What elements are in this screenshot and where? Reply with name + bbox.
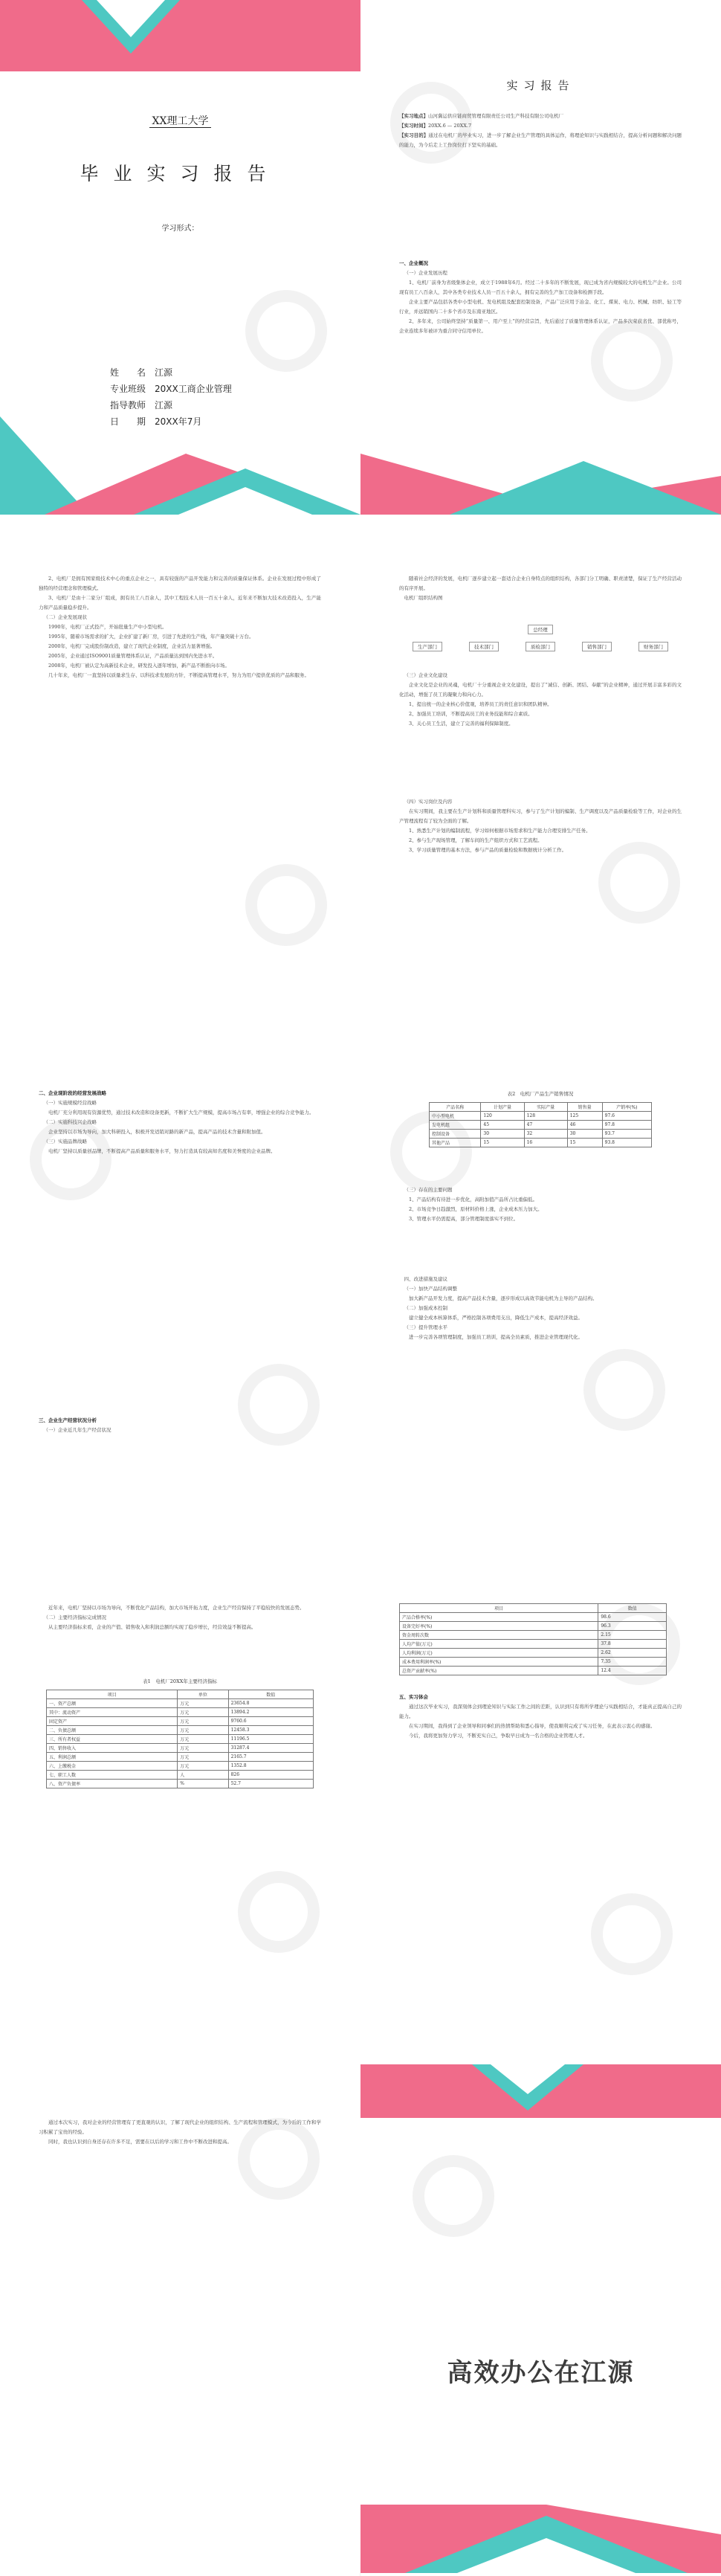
table-header-cell: 单位: [178, 1690, 228, 1699]
table-cell: 五、利润总额: [47, 1753, 178, 1762]
paragraph: 3、管理水平仍需提高，部分管理制度落实不到位。: [409, 1216, 519, 1222]
table-cell: 人均利润(万元): [400, 1649, 598, 1658]
subsection-title: （四）实习岗位及内容: [404, 799, 453, 805]
table-cell: 32: [524, 1130, 567, 1139]
paragraph: 通过这次毕业实习，我深刻体会到理论知识与实际工作之间的差距，认识到只有将所学理论与实践相结合，才能真正提高自己的能力。: [399, 1704, 682, 1719]
report-page-8: [0, 2058, 360, 2573]
table-row: [400, 1622, 667, 1631]
table-header-row: [47, 1690, 314, 1699]
meta-row: [399, 121, 682, 131]
table-cell: 9760.6: [228, 1717, 313, 1726]
paragraph: 1、熟悉生产计划的编制流程，学习如何根据市场需求和生产能力合理安排生产任务。: [409, 828, 591, 834]
table-cell: 资金周转次数: [400, 1631, 598, 1640]
info-key: 指导教师: [110, 400, 146, 410]
subsection-title: （一）企业近几年生产经营状况: [43, 1427, 111, 1433]
table-cell: 万元: [178, 1744, 228, 1753]
section-title: 三、企业生产经营状况分析: [39, 1417, 97, 1423]
paragraph: 2、加强员工培训，不断提高员工的业务技能和综合素质。: [409, 711, 533, 717]
report-page-3: [360, 515, 721, 1029]
table-header-cell: 数值: [598, 1604, 667, 1613]
meta-value: 山河冀运供应链商贸管理有限责任公司生产科技有限公司电机厂: [428, 113, 563, 119]
table-cell: 三、所有者权益: [47, 1735, 178, 1744]
paragraphs: [399, 1702, 682, 1741]
paragraph: 随着社会经济的发展，电机厂逐步建立起一套适合企业自身特点的组织结构，各部门分工明确、职责清楚，保证了生产经营活动的有序开展。: [399, 576, 682, 591]
table-cell: 93.8: [602, 1139, 651, 1147]
paragraph: 1、电机厂前身为省级集体企业，成立于1988年6月。经过二十多年的不断发展，现已成为省内规模较大的电机生产企业。公司现有员工八百余人，其中各类专业技术人员一百五十余人，拥有完善的生产加工设备和检测手段。: [399, 280, 682, 295]
meta-row: [399, 131, 682, 150]
table-cell: 826: [228, 1771, 313, 1780]
paragraph: 电机厂坚持以质量创品牌，不断提高产品质量和服务水平，努力打造具有较高知名度和美誉度的企业品牌。: [48, 1148, 276, 1154]
meta-label: 【实习目的】: [399, 132, 429, 138]
subsection-title: （二）实施科技兴企战略: [43, 1119, 97, 1125]
table-1: [46, 1690, 314, 1788]
section-5: [399, 1693, 682, 1741]
table-cell: 23654.8: [228, 1699, 313, 1708]
section-2: [39, 1089, 321, 1156]
section-3: [39, 1416, 321, 1435]
info-value: 20XX工商企业管理: [155, 384, 232, 394]
paragraphs: [39, 1603, 321, 1632]
table-header-cell: 产销率(%): [602, 1103, 651, 1112]
table-cell: 15: [481, 1139, 524, 1147]
report-page-6: [0, 1544, 360, 2058]
table-row: [47, 1780, 314, 1788]
subsection-title: （三）实施品牌战略: [43, 1139, 87, 1144]
paragraph: 企业主要产品包括各类中小型电机、发电机组及配套控制设备，产品广泛应用于冶金、化工、煤炭、电力、机械、纺织、轻工等行业，并远销国内二十多个省市及东南亚地区。: [399, 299, 682, 315]
table-cell: 总资产贡献率(%): [400, 1667, 598, 1675]
cover-title: 毕业实习报告: [80, 163, 281, 184]
table-row: [400, 1613, 667, 1622]
paragraph: 1、产品结构有待进一步优化，高附加值产品所占比重偏低。: [409, 1197, 538, 1202]
paragraph: 电机厂充分利用现有资源优势，通过技术改造和设备更新，不断扩大生产规模，提高市场占有率，增强企业的综合竞争能力。: [48, 1110, 314, 1115]
table-cell: 其中：流动资产: [47, 1708, 178, 1717]
table-cell: 2.62: [598, 1649, 667, 1658]
table-header-row: [400, 1604, 667, 1613]
report-page-4: [0, 1029, 360, 1544]
table-row: [430, 1139, 652, 1147]
org-nodes: [399, 642, 682, 651]
table-header-cell: 数值: [228, 1690, 313, 1699]
report-page-2: [0, 515, 360, 1029]
table-cell: 98.6: [598, 1613, 667, 1622]
subsection-title: （三）存在的主要问题: [404, 1187, 453, 1193]
subsection-title: （二）主要经济指标完成情况: [43, 1614, 106, 1620]
subsection-title: （一）实施规模经营战略: [43, 1100, 97, 1106]
back-decoration: [360, 2058, 721, 2573]
paragraph: 今后，我将更加努力学习，不断充实自己，争取早日成为一名合格的企业管理人才。: [409, 1733, 588, 1739]
table-row: [430, 1121, 652, 1130]
table-cell: 31287.4: [228, 1744, 313, 1753]
table-header-cell: 计划产量: [481, 1103, 524, 1112]
table-3: [399, 1603, 667, 1675]
cover-page: [0, 0, 360, 515]
info-value: 江源: [155, 400, 173, 410]
table-row: [400, 1667, 667, 1675]
table-cell: 125: [567, 1112, 602, 1121]
paragraph: 在实习期间，我得到了企业领导和同事们的热情帮助和悉心指导，使我顺利完成了实习任务，在此表示衷心的感谢。: [409, 1723, 656, 1729]
table-cell: 六、上缴税金: [47, 1762, 178, 1771]
top-pink-band: [0, 0, 360, 71]
table-cell: 万元: [178, 1753, 228, 1762]
table-cell: 设备完好率(%): [400, 1622, 598, 1631]
table-cell: 97.8: [602, 1121, 651, 1130]
table-cell: 万元: [178, 1717, 228, 1726]
table-header-cell: 实际产量: [524, 1103, 567, 1112]
meta-label: 【实习时间】: [399, 123, 428, 129]
table-cell: 11196.5: [228, 1735, 313, 1744]
paragraph: 2005年，企业通过ISO9001质量管理体系认证，产品质量达到国内先进水平。: [48, 653, 218, 659]
subsection-title: （一）企业发展历程: [404, 270, 447, 276]
table-row: [400, 1640, 667, 1649]
table-cell: 七、职工人数: [47, 1771, 178, 1780]
meta-value: 20XX.6 — 20XX.7: [428, 123, 472, 129]
table-cell: 万元: [178, 1699, 228, 1708]
table-header-cell: 销售量: [567, 1103, 602, 1112]
table-cell: 控制设备: [430, 1130, 481, 1139]
table-cell: 一、资产总额: [47, 1699, 178, 1708]
table-header-cell: 项目: [400, 1604, 598, 1613]
paragraphs: [39, 574, 321, 680]
meta-label: 【实习地点】: [399, 113, 428, 119]
org-chart-title: 电机厂组织结构图: [404, 595, 443, 601]
table-cell: 120: [481, 1112, 524, 1121]
paragraph: 3、学习质量管理的基本方法，参与产品的质量检验和数据统计分析工作。: [409, 847, 567, 853]
slogan: 高效办公在江源: [447, 2358, 635, 2388]
study-form-label: 学习形式：: [161, 225, 199, 233]
paragraph: 企业坚持以市场为导向，加大科研投入，积极开发适销对路的新产品，提高产品的技术含量和附加值。: [48, 1129, 266, 1135]
paragraph: 从主要经济指标来看，企业的产值、销售收入和利润总额均实现了稳步增长，经营效益不断提高。: [48, 1624, 256, 1630]
org-top-node: 总经理: [528, 625, 553, 634]
paragraph: 在实习期间，我主要在生产计划科和质量管理科实习，参与了生产计划的编制、生产调度以及产品质量检验等工作，对企业的生产管理流程有了较为全面的了解。: [399, 808, 682, 824]
paragraph: 进一步完善各项管理制度，加强员工培训，提高全员素质，推进企业管理现代化。: [409, 1334, 583, 1340]
paragraphs: [39, 2118, 321, 2147]
info-row: [110, 397, 232, 413]
table-cell: 7.35: [598, 1658, 667, 1667]
table-cell: 1352.8: [228, 1762, 313, 1771]
watermark-logo: [245, 864, 327, 946]
table-cell: 13894.2: [228, 1708, 313, 1717]
table-row: [400, 1658, 667, 1667]
org-node: 财务部门: [638, 642, 668, 651]
paragraph: 通过本次实习，我对企业的经营管理有了更直观的认识，了解了现代企业的组织结构、生产流程和管理模式，为今后的工作和学习积累了宝贵的经验。: [39, 2119, 321, 2135]
table-row: [400, 1649, 667, 1658]
table-cell: 45: [481, 1121, 524, 1130]
subsection-title: （二）企业发展现状: [43, 614, 87, 620]
paragraph: 建立健全成本核算体系，严格控制各项费用支出，降低生产成本，提高经济效益。: [409, 1315, 583, 1321]
paragraph: 1、提出统一的企业核心价值观，培养员工的责任意识和团队精神。: [409, 701, 552, 707]
table-row: [47, 1708, 314, 1717]
table-cell: 15: [567, 1139, 602, 1147]
paragraph: 加大新产品开发力度，提高产品技术含量，逐步形成以高效节能电机为主导的产品结构。: [409, 1295, 598, 1301]
info-value: 20XX年7月: [155, 416, 202, 427]
info-key: 日 期: [110, 416, 146, 427]
table-cell: 万元: [178, 1726, 228, 1735]
subsection-title: （三）提升管理水平: [404, 1324, 447, 1330]
org-node: 技术部门: [469, 642, 499, 651]
table-header-cell: 产品名称: [430, 1103, 481, 1112]
report-title: 实习报告: [506, 79, 575, 92]
table-cell: 47: [524, 1121, 567, 1130]
university-name: XX理工大学: [0, 113, 360, 128]
table-header-row: [430, 1103, 652, 1112]
org-node: 销售部门: [582, 642, 612, 651]
info-key: 专业班级: [110, 384, 146, 394]
table-cell: 96.3: [598, 1622, 667, 1631]
paragraphs: [39, 1098, 321, 1156]
paragraph: 1995年，随着市场需求的扩大，企业扩建了新厂房，引进了先进的生产线，年产量突破十万台。: [48, 634, 254, 640]
table-cell: 固定资产: [47, 1717, 178, 1726]
table-cell: 12458.3: [228, 1726, 313, 1735]
table-cell: 发电机组: [430, 1121, 481, 1130]
watermark-logo: [238, 1871, 320, 1953]
table-row: [47, 1753, 314, 1762]
table-cell: 人: [178, 1771, 228, 1780]
table-row: [47, 1744, 314, 1753]
report-page-7: [360, 1544, 721, 2058]
info-row: [110, 381, 232, 397]
table-row: [47, 1735, 314, 1744]
info-key: 姓 名: [110, 367, 146, 378]
table-cell: 93.7: [602, 1130, 651, 1139]
section-1: [399, 259, 682, 336]
paragraphs: [399, 671, 682, 729]
subsection-title: （一）加快产品结构调整: [404, 1286, 457, 1292]
paragraph: 2000年，电机厂完成股份制改造，建立了现代企业制度，企业活力显著增强。: [48, 643, 216, 649]
table-cell: 2.15: [598, 1631, 667, 1640]
meta-row: [399, 112, 682, 121]
table-row: [47, 1771, 314, 1780]
table-row: [47, 1717, 314, 1726]
student-info: [110, 364, 232, 430]
paragraph: 3、关心员工生活，建立了完善的福利保障制度。: [409, 721, 514, 727]
table-cell: 万元: [178, 1708, 228, 1717]
info-row: [110, 364, 232, 381]
paragraph: 2、多年来，公司始终坚持“质量第一、用户至上”的经营宗旨，先后通过了质量管理体系认证，产品多次荣获省优、部优称号，企业连续多年被评为重合同守信用单位。: [399, 318, 682, 334]
table-cell: %: [178, 1780, 228, 1788]
subsection-title: 四、改进措施及建议: [404, 1276, 447, 1282]
table-cell: 30: [481, 1130, 524, 1139]
table-cell: 其他产品: [430, 1139, 481, 1147]
table-cell: 万元: [178, 1762, 228, 1771]
table-row: [47, 1726, 314, 1735]
org-node: 生产部门: [413, 642, 442, 651]
table-cell: 12.4: [598, 1667, 667, 1675]
paragraph: 同时，我也认识到自身还存在许多不足，需要在以后的学习和工作中不断改进和提高。: [48, 2139, 232, 2145]
paragraph: 企业文化是企业的灵魂，电机厂十分重视企业文化建设，提出了“诚信、创新、团结、奉献”的企业精神，通过开展丰富多彩的文化活动，增强了员工的凝聚力和向心力。: [399, 682, 682, 698]
table-cell: 四、销售收入: [47, 1744, 178, 1753]
org-chart: [399, 625, 682, 651]
report-page-1: [360, 0, 721, 515]
subsection-title: （三）企业文化建设: [404, 672, 447, 678]
report-page-5: [360, 1029, 721, 1544]
paragraph: 2、电机厂是拥有国家级技术中心的重点企业之一，具有较强的产品开发能力和完善的质量保证体系。企业在发展过程中形成了独特的经营理念和管理模式。: [39, 576, 321, 591]
cover-decoration: [0, 0, 360, 515]
table-cell: 产品合格率(%): [400, 1613, 598, 1622]
table-1-caption: 表1 电机厂20XX年主要经济指标: [143, 1678, 217, 1684]
table-row: [47, 1699, 314, 1708]
subsection-title: （二）加强成本控制: [404, 1305, 447, 1311]
watermark-logo: [583, 1349, 665, 1431]
table-cell: 97.6: [602, 1112, 651, 1121]
table-row: [400, 1631, 667, 1640]
table-cell: 八、资产负债率: [47, 1780, 178, 1788]
table-header-cell: 项目: [47, 1690, 178, 1699]
table-cell: 人均产值(万元): [400, 1640, 598, 1649]
paragraph: 几十年来，电机厂一直坚持以质量求生存、以科技求发展的方针，不断提高管理水平，努力为用户提供优质的产品和服务。: [48, 672, 309, 678]
meta-value: 通过在电机厂的毕业实习，进一步了解企业生产管理的具体运作，将理论知识与实践相结合，提高分析问题和解决问题的能力，为今后走上工作岗位打下坚实的基础。: [399, 132, 682, 148]
watermark-logo: [591, 1893, 673, 1975]
back-cover: [360, 2058, 721, 2573]
table-cell: 万元: [178, 1735, 228, 1744]
info-value: 江源: [155, 367, 173, 378]
table-cell: 2165.7: [228, 1753, 313, 1762]
paragraph: 近年来，电机厂坚持以市场为导向，不断优化产品结构，加大市场开拓力度，企业生产经营保持了平稳较快的发展态势。: [48, 1605, 305, 1611]
paragraphs: [399, 1185, 682, 1224]
paragraphs: [399, 278, 682, 336]
paragraphs: [399, 1275, 682, 1342]
table-cell: 52.7: [228, 1780, 313, 1788]
table-cell: 30: [567, 1130, 602, 1139]
section-title: 五、实习体会: [399, 1694, 428, 1700]
org-section: [399, 574, 682, 603]
paragraphs: [399, 797, 682, 855]
table-cell: 二、负债总额: [47, 1726, 178, 1735]
paragraph: 2、参与生产现场管理，了解车间的生产组织方式和工艺流程。: [409, 837, 543, 843]
paragraph: 2008年，电机厂被认定为高新技术企业，研发投入逐年增加，新产品不断推向市场。: [48, 663, 230, 669]
paragraph: 3、电机厂是由十二家分厂组成，拥有员工八百余人，其中工程技术人员一百五十余人，近年来不断加大技术改造投入，生产能力和产品质量稳步提升。: [39, 595, 321, 611]
table-2-caption: 表2 电机厂产品生产销售情况: [507, 1091, 574, 1097]
paragraph: 1990年，电机厂正式投产，开始批量生产中小型电机。: [48, 624, 167, 630]
table-row: [430, 1130, 652, 1139]
paragraph: 2、市场竞争日趋激烈，原材料价格上涨，企业成本压力加大。: [409, 1206, 543, 1212]
info-row: [110, 413, 232, 430]
watermark-logo: [413, 2155, 494, 2237]
table-cell: 128: [524, 1112, 567, 1121]
table-cell: 46: [567, 1121, 602, 1130]
section-title: 一、企业概况: [399, 260, 428, 266]
watermark-logo: [245, 290, 327, 372]
report-meta: [399, 112, 682, 150]
table-cell: 成本费用利润率(%): [400, 1658, 598, 1667]
table-row: [47, 1762, 314, 1771]
table-cell: 16: [524, 1139, 567, 1147]
section-title: 二、企业现阶段的经营发展战略: [39, 1090, 106, 1096]
table-2: [429, 1102, 652, 1147]
bottom-teal-shape: [0, 416, 89, 515]
table-cell: 中小型电机: [430, 1112, 481, 1121]
org-node: 质检部门: [526, 642, 555, 651]
table-row: [430, 1112, 652, 1121]
table-cell: 37.8: [598, 1640, 667, 1649]
